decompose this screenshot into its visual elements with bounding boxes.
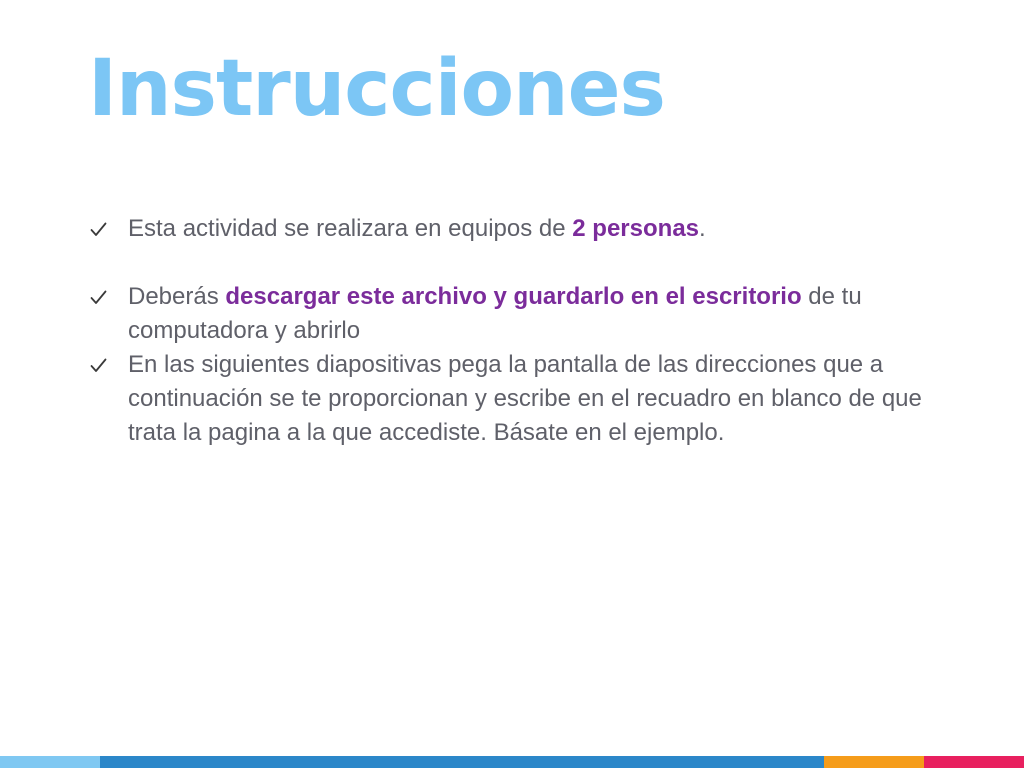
bullet-text: En las siguientes diapositivas pega la pantalla de las direcciones que a continuación se te proporcionan y escribe en el recuadro en blanco de que trata la pagina a la que accediste. Básate en el ejemplo. bbox=[128, 351, 922, 446]
bullet-text: de tu computadora y abrirlo bbox=[128, 283, 862, 344]
bullet-highlight: 2 personas bbox=[572, 215, 700, 242]
bullet-highlight: descargar este archivo y guardarlo en el escritorio bbox=[225, 283, 802, 310]
bar-segment-blue bbox=[100, 756, 824, 768]
instruction-list bbox=[90, 212, 960, 450]
checkmark-icon bbox=[90, 280, 114, 314]
bullet-text: Deberás bbox=[128, 283, 226, 310]
list-item bbox=[90, 280, 960, 348]
list-item bbox=[90, 348, 960, 450]
checkmark-icon bbox=[90, 348, 114, 382]
bar-segment-light-blue bbox=[0, 756, 100, 768]
checkmark-icon bbox=[90, 212, 114, 246]
list-item bbox=[90, 212, 960, 246]
bullet-text: Esta actividad se realizara en equipos de bbox=[128, 215, 573, 242]
bar-segment-orange bbox=[824, 756, 924, 768]
bottom-color-bar bbox=[0, 756, 1024, 768]
slide-title: Instrucciones bbox=[88, 44, 665, 134]
bar-segment-pink bbox=[924, 756, 1024, 768]
bullet-text: . bbox=[699, 215, 706, 242]
